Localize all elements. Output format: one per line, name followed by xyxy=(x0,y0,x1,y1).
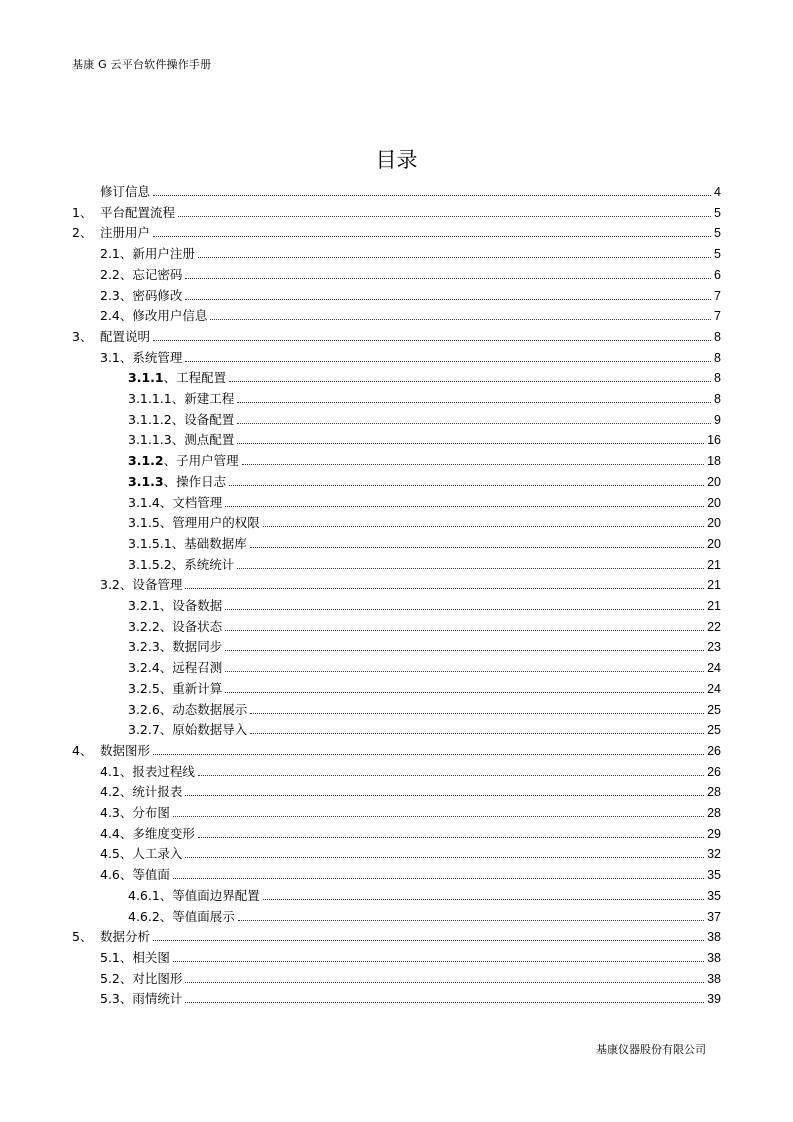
toc-entry-title: 修订信息 xyxy=(100,184,151,199)
toc-page-number: 4 xyxy=(714,185,721,199)
toc-dot-leader xyxy=(250,733,704,734)
toc-dot-leader xyxy=(229,381,711,382)
toc-entry[interactable] xyxy=(128,594,721,614)
toc-dot-leader xyxy=(153,195,711,196)
toc-entry-title: 注册用户 xyxy=(100,225,151,241)
toc-entry[interactable] xyxy=(128,905,721,925)
footer-company-name: 基康仪器股份有限公司 xyxy=(596,1043,706,1056)
toc-page-number: 38 xyxy=(707,930,721,945)
toc-page-number: 20 xyxy=(707,536,721,551)
toc-entry-title: 配置说明 xyxy=(100,328,151,344)
toc-dot-leader xyxy=(198,257,711,258)
toc-entry[interactable] xyxy=(100,863,721,883)
toc-entry-title: 3.2.5、重新计算 xyxy=(128,680,223,696)
toc-entry-title: 4.2、统计报表 xyxy=(100,784,183,800)
toc-entry-section-number: 3.1.1 xyxy=(128,370,164,386)
toc-entry-title xyxy=(128,474,228,490)
toc-page-number: 5 xyxy=(714,226,721,241)
toc-entry[interactable] xyxy=(100,304,721,324)
toc-dot-leader xyxy=(185,361,711,362)
toc-entry[interactable] xyxy=(128,387,721,407)
toc-page-number: 26 xyxy=(707,764,721,779)
toc-page-number: 21 xyxy=(707,599,721,613)
toc-entry[interactable] xyxy=(100,946,721,966)
toc-entry[interactable] xyxy=(128,470,721,490)
toc-entry-section-number: 3.1.3 xyxy=(128,473,164,489)
toc-entry-title: 4.4、多维度变形 xyxy=(100,825,195,841)
toc-entry[interactable] xyxy=(72,201,721,221)
toc-dot-leader xyxy=(178,216,711,217)
toc-entry-title xyxy=(128,370,228,386)
toc-dot-leader xyxy=(237,423,711,424)
toc-entry-title: 5.2、对比图形 xyxy=(100,970,183,986)
toc-entry[interactable] xyxy=(128,656,721,676)
toc-dot-leader xyxy=(225,671,704,672)
toc-dot-leader xyxy=(210,319,711,320)
toc-dot-leader xyxy=(173,816,704,817)
toc-entry-title: 4.6、等值面 xyxy=(100,867,170,883)
toc-entry[interactable] xyxy=(128,366,721,386)
toc-entry-title: 4.3、分布图 xyxy=(100,805,170,820)
toc-heading: 目录 xyxy=(375,148,418,172)
toc-entry[interactable] xyxy=(100,780,721,800)
toc-page-number: 38 xyxy=(707,971,721,986)
toc-dot-leader xyxy=(250,547,704,548)
toc-entry-number: 5、 xyxy=(72,929,93,945)
toc-entry-title: 2.3、密码修改 xyxy=(100,287,183,303)
toc-entry[interactable] xyxy=(128,698,721,718)
toc-entry-title: 3.1.5.1、基础数据库 xyxy=(128,535,247,551)
toc-entry[interactable] xyxy=(100,346,721,366)
toc-entry-section-number: 3.1.2 xyxy=(128,453,164,469)
toc-page-number: 16 xyxy=(707,433,721,448)
toc-dot-leader xyxy=(250,713,704,714)
toc-page-number: 5 xyxy=(714,205,721,220)
toc-entry-title: 3.2.7、原始数据导入 xyxy=(128,722,248,738)
toc-entry-title-text: 、子用户管理 xyxy=(163,453,239,469)
toc-entry-number: 2、 xyxy=(72,225,93,241)
toc-dot-leader xyxy=(153,754,704,755)
toc-entry-title: 2.4、修改用户信息 xyxy=(100,308,208,324)
toc-dot-leader xyxy=(225,630,704,631)
toc-entry-title: 3.2.2、设备状态 xyxy=(128,618,223,634)
toc-page-number: 26 xyxy=(707,743,721,758)
toc-entry[interactable] xyxy=(128,449,721,469)
toc-entry[interactable] xyxy=(100,967,721,987)
toc-entry[interactable] xyxy=(100,242,721,262)
toc-page-number: 8 xyxy=(714,329,721,344)
toc-page-number: 20 xyxy=(707,516,721,531)
toc-dot-leader xyxy=(198,775,704,776)
toc-entry-title-text: 、工程配置 xyxy=(163,370,227,386)
toc-page-number: 24 xyxy=(707,661,721,676)
toc-entry[interactable] xyxy=(128,408,721,428)
toc-entry[interactable] xyxy=(72,325,721,345)
toc-entry-title: 2.2、忘记密码 xyxy=(100,266,183,282)
toc-dot-leader xyxy=(185,278,711,279)
toc-dot-leader xyxy=(185,299,711,300)
toc-entry-title: 5.1、相关图 xyxy=(100,949,170,965)
toc-page-number: 24 xyxy=(707,681,721,696)
toc-dot-leader xyxy=(238,920,704,921)
toc-page-number: 7 xyxy=(714,309,721,324)
toc-entry-title: 4.6.2、等值面展示 xyxy=(128,908,235,924)
toc-entry[interactable] xyxy=(100,822,721,842)
toc-page-number: 39 xyxy=(707,992,721,1007)
toc-entry-number: 4、 xyxy=(72,742,93,758)
toc-page-number: 35 xyxy=(707,868,721,883)
toc-dot-leader xyxy=(185,1002,704,1003)
toc-page-number: 22 xyxy=(707,619,721,634)
toc-page-number: 35 xyxy=(707,888,721,903)
toc-page-number: 20 xyxy=(707,495,721,510)
toc-entry-title: 3.1.5.2、系统统计 xyxy=(128,556,235,572)
toc-dot-leader xyxy=(263,526,704,527)
toc-entry[interactable] xyxy=(128,884,721,904)
toc-entry[interactable] xyxy=(128,491,721,511)
toc-dot-leader xyxy=(153,236,711,237)
toc-entry[interactable] xyxy=(128,428,721,448)
toc-dot-leader xyxy=(225,506,704,507)
toc-entry[interactable] xyxy=(100,263,721,283)
toc-entry-title: 3.2.6、动态数据展示 xyxy=(128,701,248,717)
toc-dot-leader xyxy=(173,961,704,962)
toc-entry-title: 4.6.1、等值面边界配置 xyxy=(128,887,260,903)
toc-dot-leader xyxy=(225,692,704,693)
toc-entry[interactable] xyxy=(100,801,721,821)
toc-dot-leader xyxy=(263,899,704,900)
toc-entry-number: 1、 xyxy=(72,204,93,220)
toc-page-number: 38 xyxy=(707,950,721,965)
toc-entry[interactable] xyxy=(72,739,721,759)
toc-entry[interactable] xyxy=(128,511,721,531)
toc-entry[interactable] xyxy=(100,284,721,304)
toc-dot-leader xyxy=(185,588,704,589)
toc-page-number: 32 xyxy=(707,847,721,862)
toc-entry-title: 3.1.5、管理用户的权限 xyxy=(128,515,260,531)
toc-page-number: 18 xyxy=(707,454,721,469)
toc-entry-title-text: 、操作日志 xyxy=(163,473,227,489)
toc-entry[interactable] xyxy=(128,635,721,655)
toc-dot-leader xyxy=(198,837,704,838)
toc-dot-leader xyxy=(225,609,704,610)
toc-entry-title: 3.1.1.1、新建工程 xyxy=(128,391,235,406)
toc-dot-leader xyxy=(237,402,711,403)
toc-entry[interactable] xyxy=(100,987,721,1007)
toc-entry-title: 3.1.4、文档管理 xyxy=(128,494,223,510)
toc-entry[interactable] xyxy=(100,180,721,200)
toc-entry[interactable] xyxy=(128,553,721,573)
toc-page-number: 5 xyxy=(714,247,721,262)
toc-dot-leader xyxy=(237,443,704,444)
toc-dot-leader xyxy=(229,485,704,486)
toc-entry-title: 3.2.3、数据同步 xyxy=(128,639,223,655)
toc-dot-leader xyxy=(185,857,704,858)
toc-entry-title: 3.1.1.3、测点配置 xyxy=(128,432,235,448)
toc-page-number: 8 xyxy=(714,350,721,365)
toc-page-number: 21 xyxy=(707,578,721,593)
toc-dot-leader xyxy=(242,464,704,465)
toc-dot-leader xyxy=(185,982,704,983)
toc-entry[interactable] xyxy=(128,615,721,635)
toc-entry-number: 3、 xyxy=(72,328,93,344)
toc-dot-leader xyxy=(153,340,711,341)
toc-page-number: 6 xyxy=(714,267,721,282)
toc-page-number: 20 xyxy=(707,474,721,489)
running-header: 基康 G 云平台软件操作手册 xyxy=(72,58,212,71)
toc-entry-title: 3.2.4、远程召测 xyxy=(128,660,223,676)
toc-page-number: 28 xyxy=(707,785,721,800)
toc-entry-title: 5.3、雨情统计 xyxy=(100,991,183,1007)
toc-page-number: 25 xyxy=(707,702,721,717)
toc-dot-leader xyxy=(173,878,704,879)
toc-entry[interactable] xyxy=(128,677,721,697)
toc-page-number: 21 xyxy=(707,557,721,572)
toc-page-number: 23 xyxy=(707,640,721,655)
toc-dot-leader xyxy=(153,940,704,941)
toc-page-number: 7 xyxy=(714,288,721,303)
toc-entry-title: 2.1、新用户注册 xyxy=(100,246,195,262)
toc-entry[interactable] xyxy=(100,842,721,862)
toc-entry-title: 3.1、系统管理 xyxy=(100,349,183,365)
toc-entry-title: 4.1、报表过程线 xyxy=(100,763,195,779)
toc-entry-title: 平台配置流程 xyxy=(100,204,176,220)
toc-entry[interactable] xyxy=(72,221,721,241)
toc-page-number: 28 xyxy=(707,806,721,820)
toc-entry-title xyxy=(128,453,241,469)
toc-entry-title: 3.1.1.2、设备配置 xyxy=(128,411,235,427)
toc-page-number: 8 xyxy=(714,392,721,406)
toc-page-number: 8 xyxy=(714,371,721,386)
toc-dot-leader xyxy=(185,795,704,796)
toc-page-number: 25 xyxy=(707,723,721,738)
toc-entry-title: 3.2.1、设备数据 xyxy=(128,598,223,613)
toc-page-number: 9 xyxy=(714,412,721,427)
toc-entry-title: 3.2、设备管理 xyxy=(100,577,183,593)
toc-entry[interactable] xyxy=(72,925,721,945)
toc-entry[interactable] xyxy=(100,760,721,780)
toc-entry[interactable] xyxy=(128,532,721,552)
toc-dot-leader xyxy=(237,568,704,569)
toc-entry[interactable] xyxy=(128,718,721,738)
toc-entry-title: 数据分析 xyxy=(100,929,151,945)
toc-dot-leader xyxy=(225,650,704,651)
toc-page-number: 29 xyxy=(707,826,721,841)
toc-entry-title: 4.5、人工录入 xyxy=(100,846,183,862)
toc-entry-title: 数据图形 xyxy=(100,742,151,758)
toc-page-number: 37 xyxy=(707,909,721,924)
toc-entry[interactable] xyxy=(100,573,721,593)
